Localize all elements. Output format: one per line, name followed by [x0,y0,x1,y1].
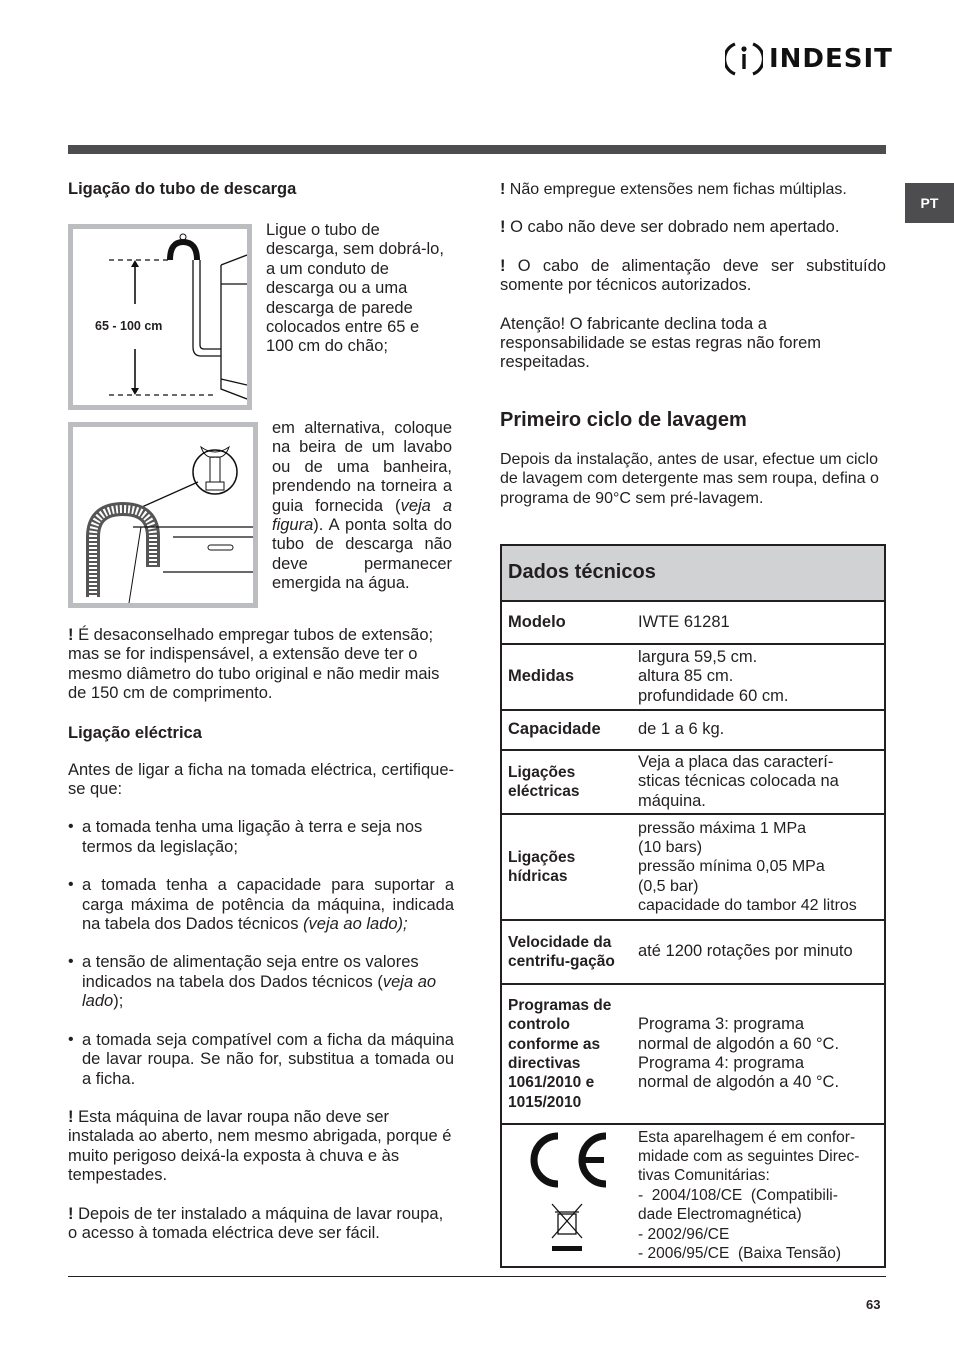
checklist-tail: ); [113,992,124,1011]
row-label: Velocidade da centrifu-gação [501,920,632,984]
row-value [632,984,885,1124]
outdoor-warning-text: Esta máquina de lavar roupa não deve ser instalada ao aberto, nem mesmo abrigada, porque é muito perigoso deixá-la exposta à chuva e às tempestades. [68,1107,452,1185]
warning-icon: ! [68,626,74,644]
row-value [632,601,885,644]
power-warning-text: O cabo de alimentação deve ser substituído somente por técnicos autorizados. [500,256,886,295]
row-value [632,814,885,920]
value-line: midade com as seguintes Direc- [638,1148,860,1166]
electrical-intro: Antes de ligar a ficha na tomada eléctrica, certifique-se que: [68,760,454,799]
value-line: (0,5 bar) [638,877,699,895]
table-row [501,920,885,984]
row-label: Ligações hídricas [501,814,632,920]
power-warning [500,180,886,199]
power-warning-text: Não empregue extensões nem fichas múltiplas. [509,181,847,198]
brand-logo [725,40,893,78]
table-header-row [501,545,885,601]
warning-icon: ! [500,181,506,198]
weee-bin-icon [552,1204,582,1251]
bullet-icon: • [68,818,74,836]
row-label: Capacidade [501,710,632,750]
row-value [632,750,885,814]
table-row [501,644,885,710]
sink-instruction-text [272,419,452,608]
value-line: máquina. [638,791,706,810]
checklist-item [68,953,454,1011]
table-row [501,710,885,750]
value-line: tivas Comunitárias: [638,1167,770,1185]
warning-icon: ! [500,218,506,237]
value-line: Programa 4: programa [638,1054,804,1073]
value-line: altura 85 cm. [638,667,734,686]
see-alongside-ref: veja ao lado [82,972,437,1011]
electrical-checklist [68,818,454,1088]
value-line: de 1 a 6 kg. [638,720,725,739]
sink-text-part-a: em alternativa, coloque na beira de um lavabo ou de uma banheira, prendendo na torneira a guia fornecida ( [272,419,452,515]
value-line: dade Electromagnética) [638,1206,802,1224]
power-warning [500,257,886,296]
brand-name: INDESIT [769,44,893,74]
value-line: capacidade do tambor 42 litros [638,897,857,915]
compliance-marks [501,1124,632,1267]
value-line: IWTE 61281 [638,612,730,631]
sink-hose-figure [68,422,258,608]
value-line: normal de algodón a 40 °C. [638,1073,840,1092]
sink-hose-diagram [73,427,253,603]
value-line: largura 59,5 cm. [638,647,758,666]
table-title: Dados técnicos [501,545,885,601]
checklist-text: a tomada seja compatível com a ficha da máquina de lavar roupa. Se não for, substitua a tomada ou a ficha. [82,1030,454,1088]
language-code: PT [920,195,939,211]
checklist-text: a tensão de alimentação seja entre os valores indicados na tabela dos Dados técnicos ( [82,953,419,991]
value-line: Veja a placa das caracterí- [638,752,834,771]
checklist-item [68,1031,454,1089]
table-row [501,814,885,920]
see-figure-ref: veja a figura [272,496,452,535]
table-row [501,601,885,644]
section-title-electrical: Ligação eléctrica [68,723,202,742]
value-line: Esta aparelhagem é em confor- [638,1128,856,1146]
section-title-drain-hose: Ligação do tubo de descarga [68,180,297,198]
see-alongside-ref: (veja ao lado); [303,915,408,934]
access-warning-text: Depois de ter instalado a máquina de lavar roupa, o acesso à tomada eléctrica deve ser fácil. [68,1204,444,1242]
right-column [500,180,886,1268]
power-warning-text: O cabo não deve ser dobrado nem apertado. [510,218,840,237]
value-line: profundidade 60 cm. [638,686,789,705]
table-row [501,750,885,814]
page-number: 63 [866,1297,881,1312]
extension-warning [68,626,454,704]
checklist-text: a tomada tenha uma ligação à terra e seja nos termos da legislação; [82,818,423,856]
value-line: - 2004/108/CE (Compatibili- [638,1186,838,1204]
bullet-icon: • [68,876,74,894]
language-tab [905,183,954,223]
value-line: (10 bars) [638,838,703,856]
row-label: Programas de controlo conforme as directivas 1061/2010 e 1015/2010 [501,984,632,1124]
row-value [632,710,885,750]
warning-icon: ! [500,256,506,275]
row-label: Ligações eléctricas [501,750,632,814]
drain-instruction-text: Ligue o tubo de descarga, sem dobrá-lo, a um conduto de descarga ou a uma descarga de parede colocados entre 65 e 100 cm do chão; [266,221,444,356]
value-line: Programa 3: programa [638,1015,804,1034]
sink-text-part-b: ). A ponta solta do tubo de descarga não deve permanecer emergida na água. [272,516,452,593]
drain-hose-diagram [73,229,247,405]
bullet-icon: • [68,953,74,971]
row-label: Modelo [501,601,632,644]
warning-icon: ! [68,1204,74,1223]
value-line: pressão máxima 1 MPa [638,819,807,837]
tech-data-table [500,544,886,1268]
manufacturer-disclaimer: Atenção! O fabricante declina toda a responsabilidade se estas regras não forem respeitadas. [500,314,822,372]
value-line: - 2002/96/CE [638,1225,730,1243]
compliance-text [632,1124,885,1267]
value-line: até 1200 rotações por minuto [638,942,853,961]
footer-rule [68,1276,886,1277]
bullet-icon: • [68,1030,74,1048]
row-label: Medidas [501,644,632,710]
indesit-i-icon [725,40,763,78]
section-title-first-wash: Primeiro ciclo de lavagem [500,408,747,431]
row-value [632,644,885,710]
compliance-row [501,1124,885,1267]
checklist-item [68,876,454,934]
checklist-item [68,818,454,857]
power-warning [500,218,886,237]
value-line: sticas técnicas colocada na [638,772,839,791]
header-rule [68,145,886,154]
outdoor-warning [68,1108,454,1186]
value-line: - 2006/95/CE (Baixa Tensão) [638,1245,842,1263]
left-column [68,180,454,1243]
value-line: normal de algodón a 60 °C. [638,1034,840,1053]
access-warning [68,1205,454,1244]
height-range-label: 65 - 100 cm [95,319,163,333]
ce-mark-icon [522,1128,612,1258]
row-value [632,920,885,984]
value-line: pressão mínima 0,05 MPa [638,858,825,876]
checklist-text: a tomada tenha a capacidade para suportar a carga máxima de potência da máquina, indicada na tabela dos Dados técnicos [82,876,454,934]
first-wash-text: Depois da instalação, antes de usar, efectue um ciclo de lavagem com detergente mas sem roupa, defina o programa de 90°C sem pré-lavagem. [500,450,879,507]
drain-height-figure [68,224,252,410]
extension-warning-text: É desaconselhado empregar tubos de extensão; mas se for indispensável, a extensão deve ter o mesmo diâmetro do tubo original e não medir mais de 150 cm de comprimento. [68,626,440,703]
warning-icon: ! [68,1107,74,1126]
table-row [501,984,885,1124]
